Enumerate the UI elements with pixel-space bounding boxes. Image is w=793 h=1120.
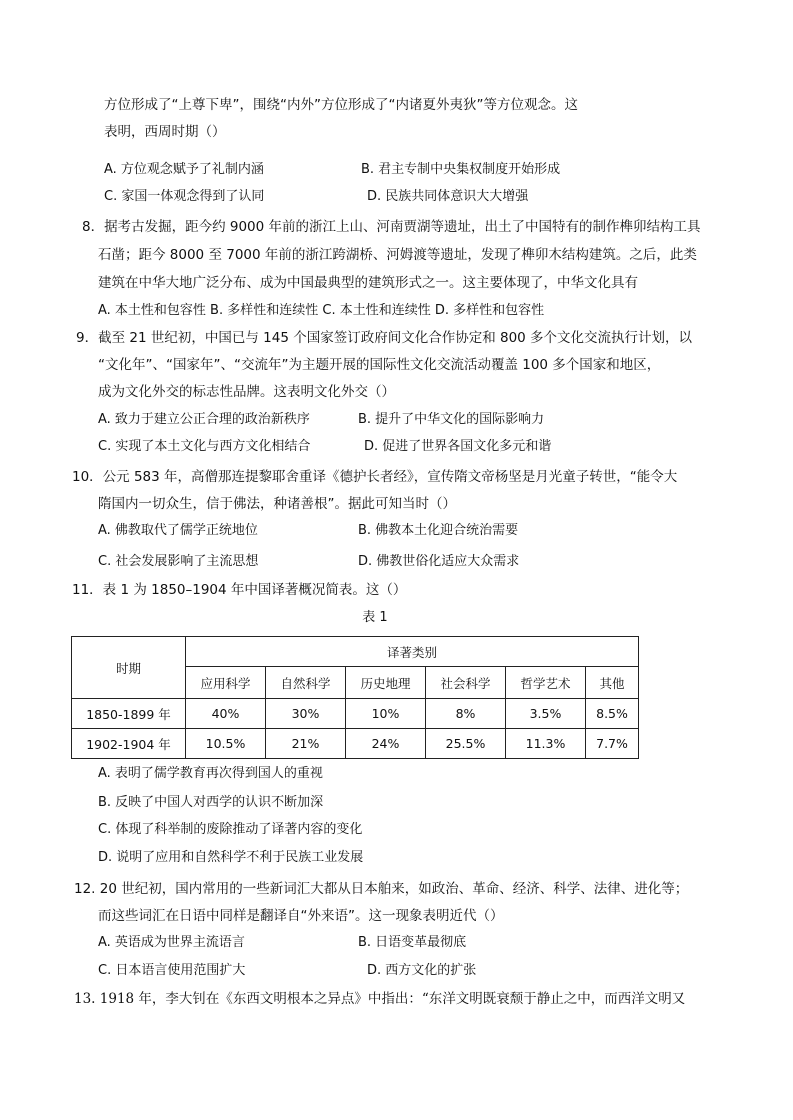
- q12-option-a: A. 英语成为世界主流语言: [98, 935, 245, 950]
- q12-stem-line-1: 12. 20 世纪初，国内常用的一些新词汇大都从日本舶来，如政治、革命、经济、科学、法律、进化等；: [74, 881, 689, 897]
- q12-option-c: C. 日本语言使用范围扩大: [98, 963, 246, 978]
- table-cell: 8%: [426, 699, 506, 729]
- table-cell: 24%: [346, 729, 426, 759]
- q9-stem-line-3: 成为文化外交的标志性品牌。这表明文化外交（）: [98, 384, 395, 400]
- q7-stem-line-2: 表明，西周时期（）: [104, 124, 226, 140]
- table-col-header: 自然科学: [266, 667, 346, 699]
- table-cell-period: 1850-1899 年: [72, 699, 186, 729]
- q7-option-d: D. 民族共同体意识大大增强: [367, 189, 529, 204]
- q9-option-a: A. 致力于建立公正合理的政治新秩序: [98, 412, 310, 427]
- q8-stem-line-1: 8．据考古发掘，距今约 9000 年前的浙江上山、河南贾湖等遗址，出土了中国特有的制作榫卯结构工具: [82, 219, 701, 235]
- q11-stem-line-1: 11．表 1 为 1850–1904 年中国译著概况简表。这（）: [72, 582, 407, 598]
- translation-table: [71, 636, 639, 759]
- q11-option-b: B. 反映了中国人对西学的认识不断加深: [98, 795, 324, 810]
- table-cell: 30%: [266, 699, 346, 729]
- q7-option-a: A. 方位观念赋予了礼制内涵: [104, 162, 264, 177]
- q10-stem-line-1: 10．公元 583 年，高僧那连提黎耶舍重译《德护长者经》，宣传隋文帝杨坚是月光童子转世，“能令大: [72, 469, 678, 485]
- table-cell: 3.5%: [506, 699, 586, 729]
- table-col-header: 应用科学: [186, 667, 266, 699]
- q12-option-b: B. 日语变革最彻底: [358, 935, 467, 950]
- q8-stem-line-2: 石凿；距今 8000 至 7000 年前的浙江跨湖桥、河姆渡等遗址，发现了榫卯木结构建筑。之后，此类: [98, 247, 697, 263]
- table-cell: 40%: [186, 699, 266, 729]
- table-caption: 表 1: [362, 610, 388, 625]
- table-cell: 21%: [266, 729, 346, 759]
- q7-option-c: C. 家国一体观念得到了认同: [104, 189, 265, 204]
- table-col-header: 其他: [586, 667, 639, 699]
- table-header-category-group: 译著类别: [186, 637, 639, 667]
- q10-option-a: A. 佛教取代了儒学正统地位: [98, 523, 258, 538]
- q12-option-d: D. 西方文化的扩张: [367, 963, 477, 978]
- q10-stem-line-2: 隋国内一切众生，信于佛法，种诸善根”。据此可知当时（）: [98, 496, 456, 512]
- q10-option-c: C. 社会发展影响了主流思想: [98, 554, 259, 569]
- q8-options: A. 本土性和包容性 B. 多样性和连续性 C. 本土性和连续性 D. 多样性和包容性: [98, 303, 545, 318]
- table-cell: 7.7%: [586, 729, 639, 759]
- q9-option-d: D. 促进了世界各国文化多元和谐: [364, 439, 552, 454]
- table-row: [72, 729, 639, 759]
- q7-stem-line-1: 方位形成了“上尊下卑”，围绕“内外”方位形成了“内诸夏外夷狄”等方位观念。这: [104, 97, 578, 113]
- table-cell: 8.5%: [586, 699, 639, 729]
- q7-option-b: B. 君主专制中央集权制度开始形成: [361, 162, 561, 177]
- q10-option-b: B. 佛教本土化迎合统治需要: [358, 523, 519, 538]
- table-header-period: 时期: [72, 637, 186, 699]
- table-col-header: 社会科学: [426, 667, 506, 699]
- table-col-header: 历史地理: [346, 667, 426, 699]
- q9-option-b: B. 提升了中华文化的国际影响力: [358, 412, 545, 427]
- table-cell: 25.5%: [426, 729, 506, 759]
- table-cell-period: 1902-1904 年: [72, 729, 186, 759]
- table-cell: 11.3%: [506, 729, 586, 759]
- q12-stem-line-2: 而这些词汇在日语中同样是翻译自“外来语”。这一现象表明近代（）: [98, 908, 504, 924]
- table-col-header: 哲学艺术: [506, 667, 586, 699]
- q10-option-d: D. 佛教世俗化适应大众需求: [358, 554, 520, 569]
- q13-stem-line-1: 13. 1918 年，李大钊在《东西文明根本之异点》中指出：“东洋文明既衰颓于静止之中，而西洋文明又: [74, 991, 686, 1007]
- q9-stem-line-2: “文化年”、“国家年”、“交流年”为主题开展的国际性文化交流活动覆盖 100 多个国家和地区，: [98, 357, 661, 373]
- q11-option-a: A. 表明了儒学教育再次得到国人的重视: [98, 766, 323, 781]
- q8-stem-line-3: 建筑在中华大地广泛分布、成为中国最典型的建筑形式之一。这主要体现了，中华文化具有: [98, 275, 638, 291]
- q11-option-d: D. 说明了应用和自然科学不利于民族工业发展: [98, 850, 364, 865]
- q9-option-c: C. 实现了本土文化与西方文化相结合: [98, 439, 311, 454]
- table-cell: 10%: [346, 699, 426, 729]
- q9-stem-line-1: 9．截至 21 世纪初，中国已与 145 个国家签订政府间文化合作协定和 800 多个文化交流执行计划，以: [76, 330, 693, 346]
- table-row: [72, 699, 639, 729]
- q11-option-c: C. 体现了科举制的废除推动了译著内容的变化: [98, 822, 363, 837]
- table-cell: 10.5%: [186, 729, 266, 759]
